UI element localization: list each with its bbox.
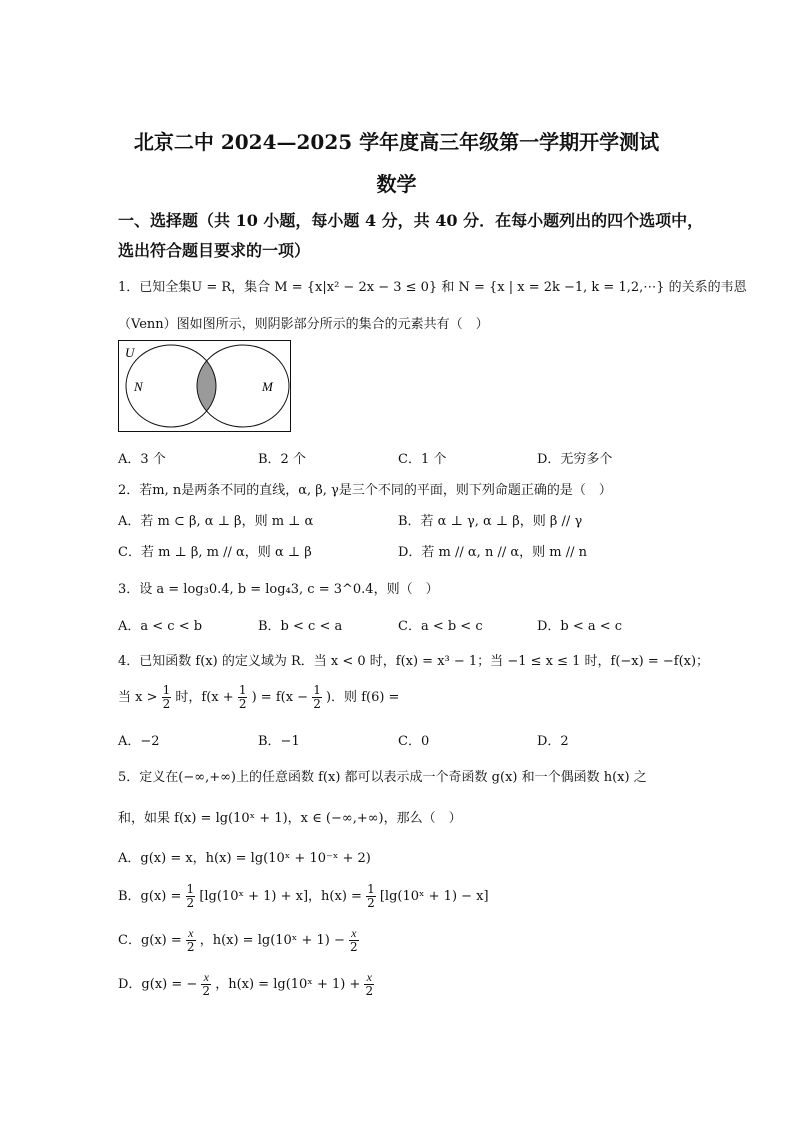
fraction-x-over-2: $\frac{x}{2}$	[365, 970, 374, 998]
q5-stem-line2: 和，如果 f(x) = lg(10ˣ + 1)，x ∈ (−∞,+∞)，那么（ ）	[118, 811, 462, 826]
fraction-one-half: $\frac{1}{2}$	[367, 882, 375, 910]
q1-option-a[interactable]: A．3 个	[118, 452, 166, 467]
q1-stem-line2: （Venn）图如图所示，则阴影部分所示的集合的元素共有（ ）	[118, 317, 489, 332]
q1-option-c[interactable]: C．1 个	[398, 452, 447, 467]
q2-option-c[interactable]: C．若 m ⊥ β, m // α，则 α ⊥ β	[118, 545, 312, 560]
q2-option-d[interactable]: D．若 m // α, n // α，则 m // n	[398, 545, 587, 560]
fraction-one-half: $\frac{1}{2}$	[313, 683, 321, 711]
page-title: 北京二中 2024—2025 学年度高三年级第一学期开学测试	[133, 130, 660, 154]
q5-stem-line1: 5．定义在(−∞,+∞)上的任意函数 f(x) 都可以表示成一个奇函数 g(x) 和一个偶函数 h(x) 之	[118, 770, 647, 785]
fraction-one-half: $\frac{1}{2}$	[186, 882, 195, 910]
q4-option-b[interactable]: B．−1	[258, 734, 300, 749]
q2-option-b[interactable]: B．若 α ⊥ γ, α ⊥ β，则 β // γ	[398, 514, 583, 529]
page-subtitle: 数学	[376, 172, 417, 196]
q5-option-c[interactable]: C．g(x) = $\frac{x}{2}$ ，h(x) = lg(10ˣ + 1) − $\frac{x}{2}$	[118, 926, 358, 954]
section-heading-line1: 一、选择题（共 10 小题，每小题 4 分，共 40 分．在每小题列出的四个选项中，	[118, 211, 704, 230]
q3-option-b[interactable]: B．b < c < a	[258, 619, 343, 634]
fraction-x-over-2: $\frac{x}{2}$	[349, 926, 358, 954]
venn-label-m: M	[262, 379, 273, 394]
q5-option-a[interactable]: A．g(x) = x，h(x) = lg(10ˣ + 10⁻ˣ + 2)	[118, 851, 371, 866]
q2-option-a[interactable]: A．若 m ⊂ β, α ⊥ β，则 m ⊥ α	[118, 514, 314, 529]
section-heading-line2: 选出符合题目要求的一项）	[118, 241, 311, 260]
fraction-x-over-2: $\frac{x}{2}$	[186, 926, 195, 954]
fraction-x-over-2: $\frac{x}{2}$	[202, 970, 211, 998]
q1-option-b[interactable]: B．2 个	[258, 452, 306, 467]
venn-diagram	[118, 340, 291, 432]
q2-stem: 2．若m, n是两条不同的直线，α, β, γ是三个不同的平面，则下列命题正确的是（ ）	[118, 483, 612, 498]
q3-option-a[interactable]: A．a < c < b	[118, 619, 203, 634]
q1-option-d[interactable]: D．无穷多个	[537, 452, 613, 467]
q3-stem: 3．设 a = log₃0.4, b = log₄3, c = 3^0.4，则（ ）	[118, 582, 439, 597]
venn-label-u: U	[125, 345, 135, 360]
q3-option-c[interactable]: C．a < b < c	[398, 619, 483, 634]
fraction-one-half: $\frac{1}{2}$	[238, 683, 247, 711]
q5-option-b[interactable]: B．g(x) = $\frac{1}{2}$ [lg(10ˣ + 1) + x]，h(x) = $\frac{1}{2}$ [lg(10ˣ + 1) − x]	[118, 882, 489, 910]
q1-stem-line1: 1．已知全集U = R，集合 M = {x|x² − 2x − 3 ≤ 0} 和 N = {x | x = 2k −1, k = 1,2,⋯} 的关系的韦恩	[118, 280, 747, 295]
q3-option-d[interactable]: D．b < a < c	[537, 619, 623, 634]
q4-option-d[interactable]: D．2	[537, 734, 569, 749]
q4-stem-line1: 4．已知函数 f(x) 的定义域为 R．当 x < 0 时，f(x) = x³ − 1；当 −1 ≤ x ≤ 1 时，f(−x) = −f(x)；	[118, 654, 710, 669]
fraction-one-half: $\frac{1}{2}$	[162, 683, 171, 711]
q4-option-a[interactable]: A．−2	[118, 734, 160, 749]
venn-label-n: N	[134, 379, 143, 394]
q5-option-d[interactable]: D．g(x) = − $\frac{x}{2}$ ，h(x) = lg(10ˣ + 1) + $\frac{x}{2}$	[118, 970, 374, 998]
q4-stem-line2: 当 x > $\frac{1}{2}$ 时，f(x + $\frac{1}{2}$ ) = f(x − $\frac{1}{2}$ )．则 f(6) =	[118, 683, 400, 711]
q4-option-c[interactable]: C．0	[398, 734, 430, 749]
